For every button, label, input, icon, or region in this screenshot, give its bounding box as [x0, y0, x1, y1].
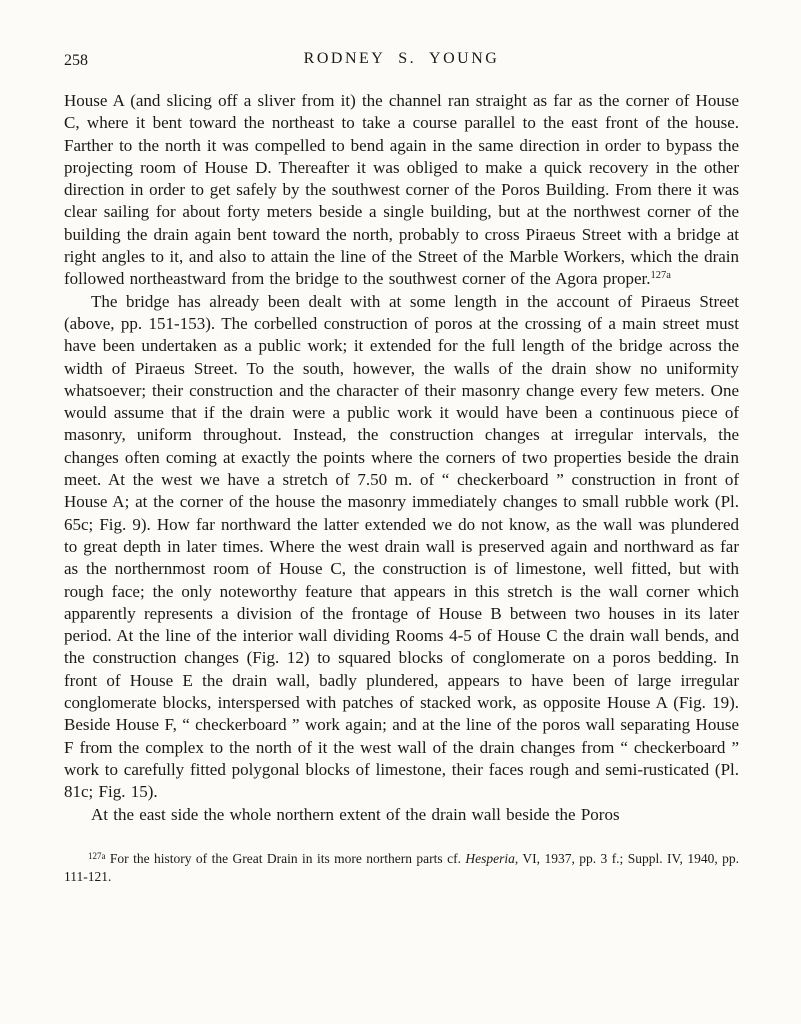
body-text [64, 90, 739, 826]
footnote-marker: 127a [88, 850, 106, 861]
footnote [64, 850, 739, 887]
paragraph-1-text: House A (and slicing off a sliver from it) the channel ran straight as far as the corner of House C, where it bent toward the northeast to take a course parallel to the east front of the house. Farther to the north it was compelled to bend again in the same direction in order to bypass the projecting room of House D. Thereafter it was obliged to make a quick recovery in the other direction in order to get safely by the southwest corner of the Poros Building. From there it was clear sailing for about forty meters beside a single building, but at the northwest corner of the building the drain again bent toward the north, probably to cross Piraeus Street with a bridge at right angles to it, and also to attain the line of the Street of the Marble Workers, which the drain followed northeastward from the bridge to the southwest corner of the Agora proper. [64, 91, 739, 289]
footnote-text-before: For the history of the Great Drain in its more northern parts cf. [105, 850, 466, 866]
paragraph-2: The bridge has already been dealt with at some length in the account of Piraeus Street (above, pp. 151-153). The corbelled construction of poros at the crossing of a main street must have been undertaken as a public work; it extended for the full length of the bridge across the width of Piraeus Street. To the south, however, the walls of the drain show no uniformity whatsoever; their construction and the character of their masonry change every few meters. One would assume that if the drain were a public work it would have been a continuous piece of masonry, uniform throughout. Instead, the construction changes at irregular intervals, the changes often coming at exactly the points where the corners of two properties beside the drain meet. At the west we have a stretch of 7.50 m. of “ checkerboard ” construction in front of House A; at the corner of the house the masonry immediately changes to small rubble work (Pl. 65c; Fig. 9). How far northward the latter extended we do not know, as the wall was plundered to great depth in later times. Where the west drain wall is preserved again and northward as far as the northernmost room of House C, the construction is of limestone, well fitted, but with rough face; the only noteworthy feature that appears in this stretch is the wall corner which apparently represents a division of the frontage of House B between two houses in its later period. At the line of the interior wall dividing Rooms 4-5 of House C the drain wall bends, and the construction changes (Fig. 12) to squared blocks of conglomerate on a poros bedding. In front of House E the drain wall, badly plundered, appears to have been of large irregular conglomerate blocks, interspersed with patches of stacked work, as opposite House A (Fig. 19). Beside House F, “ checkerboard ” work again; and at the line of the poros wall separating House F from the complex to the north of it the west wall of the drain changes from “ checkerboard ” work to carefully fitted polygonal blocks of limestone, their faces rough and semi-rusticated (Pl. 81c; Fig. 15). [64, 291, 739, 802]
paragraph-1 [64, 90, 739, 291]
page-header [64, 50, 739, 76]
page-number: 258 [64, 52, 88, 69]
footnote-journal-title: Hesperia [465, 850, 515, 866]
footnote-text-after: , VI, 1937, pp. 3 f.; Suppl. IV, 1940, pp. 111-121. [64, 850, 739, 885]
footnote-reference: 127a [650, 270, 671, 282]
footnote-text [64, 850, 739, 887]
running-head: RODNEY S. YOUNG [303, 50, 500, 67]
paragraph-3: At the east side the whole northern extent of the drain wall beside the Poros [91, 804, 620, 824]
